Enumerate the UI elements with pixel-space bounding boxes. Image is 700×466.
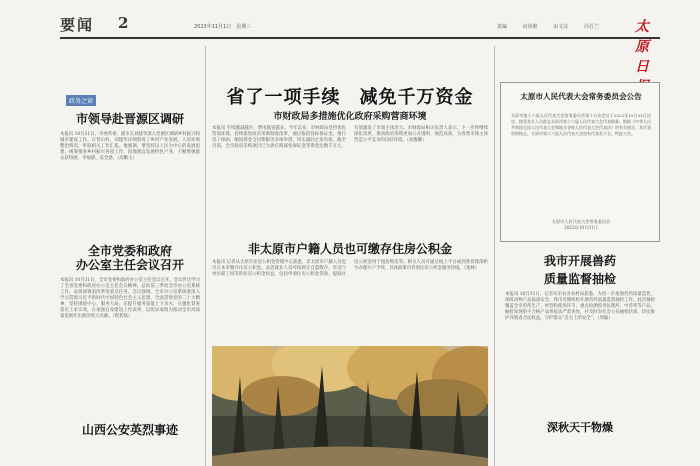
vet-drug-headline[interactable]: 我市开展兽药 质量监督抽检 — [543, 254, 616, 286]
notice-body: 太原市第十六届人民代表大会常务委员会第十五次会议于2023年10月31日决定，接受有关人员辞去太原市第十六届人民代表大会代表职务。根据《中华人民共和国全国人民代表大会和地方各级人民代表大会代表法》的有关规定，其代表资格终止。太原市第十六届人民代表大会现有代表若干名。特此公告。 — [511, 113, 651, 136]
left-column — [60, 46, 200, 466]
notice-title: 太原市人民代表大会常务委员会公告 — [520, 92, 642, 101]
article-body: 本报讯 10月31日，市委常委、副市长刘建华深入晋源区调研乡村振兴和城市建设工作。在晋山村，刘建华详细察看了乡村产业发展、人居环境整治情况，听取相关工作汇报。他强调，要坚持以人民为中心的发展思想，统筹推进乡村振兴各项工作，因地制宜发展特色产业，不断增强群众获得感、幸福感、安全感。（高鹏玉） — [60, 132, 200, 161]
article-title: 全市党委和政府 办公室主任会议召开 — [75, 244, 184, 272]
notice-sign-org: 太原市人民代表大会常务委员会 — [551, 219, 611, 224]
masthead-logo: 太原日 — [635, 19, 650, 75]
article-survey[interactable] — [60, 112, 200, 162]
notice-signature — [511, 219, 651, 231]
fire-safety-headline[interactable]: 深秋天干物燥 — [547, 421, 613, 434]
vet-drug-body: 本报讯 10月31日，记者从市农业农村局获悉，为进一步加强兽药质量监管，保障动物产品质量安全，我市近期组织开展兽药质量监督抽检工作。此次抽检覆盖全市兽药生产、经营和使用环节，重点检测兽用抗菌药、中兽药等产品。抽检发现的不合格产品将依法严肃查处，并及时向社会公布抽检结果，切实维护养殖者合法权益，守护群众“舌尖上的安全”。（周颖） — [505, 292, 655, 321]
editor-label: 责编 — [497, 24, 508, 30]
editors-line — [497, 23, 613, 30]
column-tag-label: 政务之窗 — [66, 95, 96, 106]
header-rule — [60, 37, 660, 39]
editor-name: 冯吾兰 — [583, 24, 599, 30]
article-police-heroes[interactable] — [60, 423, 200, 437]
column-divider — [494, 46, 495, 466]
article-body: 本报讯 10月31日，全市党委和政府办公室主任会议召开。会议传达学习了全省党委和政府办公室主任会议精神，总结前三季度全市办公室系统工作，安排部署第四季度重点任务。会议强调，全市办公室系统要深入学习贯彻习近平新时代中国特色社会主义思想，全面贯彻党的二十大精神，坚持围绕中心、服务大局，在提升服务质量上下功夫，在强化督查落实上求实效，在加强自身建设上作表率，以优异成绩为推动全市高质量发展作出新的更大贡献。（程智斌） — [60, 278, 200, 319]
lead-article-body: 本报讯 手续越减越少，费用越省越多。今年以来，市财政局坚持优化营商环境，持续推进政府采购制度改革，通过取消投标保证金、推行电子保函、缩短资金支付期限等多项举措，切实减轻企业负担。截至目前，全市政府采购项目已为供应商减免保证金等资金达数千万元，有效激发了市场主体活力。市财政局相关负责人表示，下一步将继续深化改革，推动政府采购更加公开透明、规范高效，为各类市场主体营造公平竞争的良好环境。（孙馥馨） — [212, 126, 488, 149]
column-divider — [205, 46, 206, 466]
lead-headline[interactable]: 省了一项手续 减免千万资金 — [226, 87, 474, 108]
official-notice[interactable] — [500, 82, 660, 242]
article-title: 山西公安英烈事迹 — [81, 423, 178, 437]
column-tag — [66, 88, 96, 107]
article-meeting[interactable] — [60, 244, 200, 320]
second-headline[interactable]: 非太原市户籍人员也可缴存住房公积金 — [247, 242, 452, 256]
editor-name: 谊侠维 — [522, 24, 538, 30]
page-number: 2 — [118, 14, 129, 32]
editor-name: 由文亮 — [553, 24, 569, 30]
lead-subheadline: 市财政局多措施优化政府采购营商环境 — [273, 112, 427, 122]
issue-date: 2023年11月1日 星期三 — [194, 24, 252, 30]
section-title: 要闻 — [60, 16, 95, 34]
article-title: 市领导赴晋源区调研 — [75, 112, 184, 126]
autumn-trees-image — [212, 346, 488, 466]
second-article-body: 本报讯 记者从太原市住房公积金管理中心获悉，非太原市户籍人员也可在本市缴存住房公积金。灵活就业人员可按规定自愿缴存，享受与单位职工同等的住房公积金权益，包括申请住房公积金贷款、提取住房公积金用于租房购房等。相关人员可通过线上平台或到各管理部柜台办理开户手续，具体政策可咨询住房公积金服务热线。（张林） — [212, 260, 488, 277]
news-photo — [212, 346, 488, 466]
notice-sign-date: 2023年10月31日 — [564, 225, 598, 230]
